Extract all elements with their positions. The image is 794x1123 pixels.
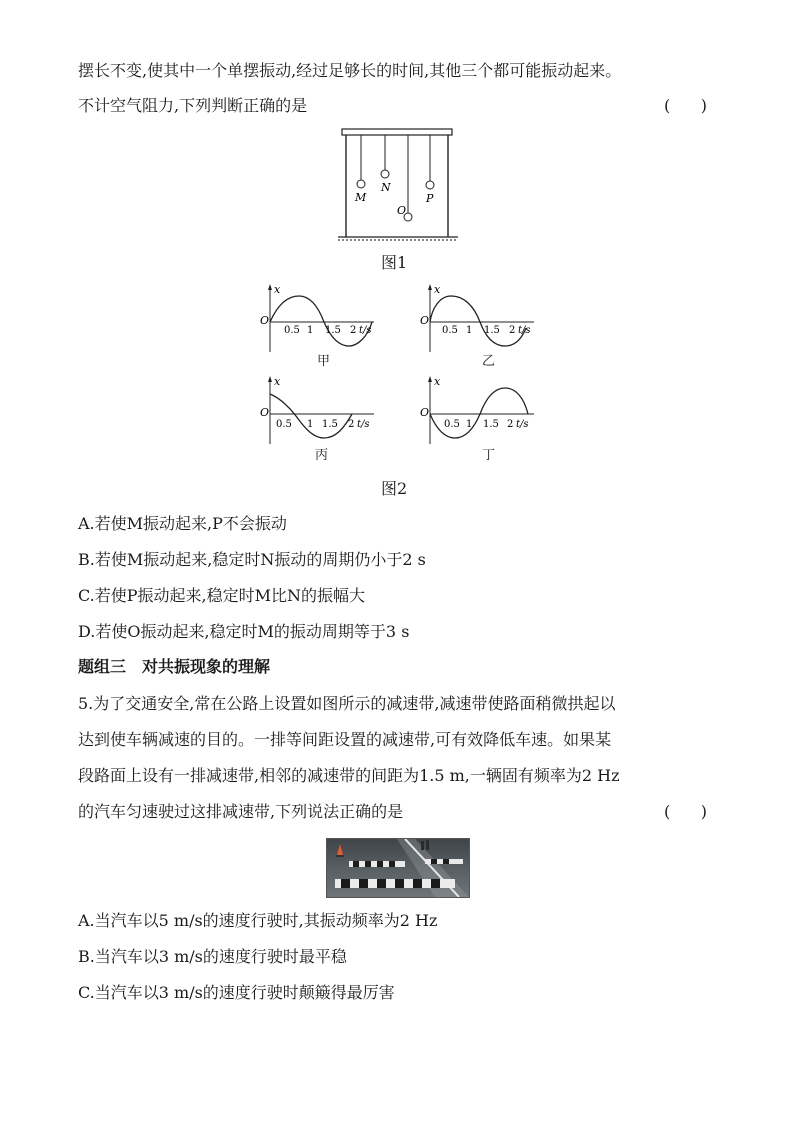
graph-jia-tick-3: 1.5	[325, 325, 341, 336]
graph-yi-name: 乙	[482, 354, 496, 369]
graph-yi-tick-3: 1.5	[484, 325, 500, 336]
graph-bing-tick-4: 2	[348, 419, 355, 430]
graph-bing-tick-1: 0.5	[276, 419, 292, 430]
q4-stem-line-1: 摆长不变,使其中一个单摆振动,经过足够长的时间,其他三个都可能振动起来。	[78, 61, 622, 80]
q5-option-c: C.当汽车以3 m/s的速度行驶时颠簸得最厉害	[78, 983, 395, 1002]
speed-bump-drawing	[327, 839, 469, 897]
q5-stem-line-2: 达到使车辆减速的目的。一排等间距设置的减速带,可有效降低车速。如果某	[78, 730, 612, 749]
q5-stem-line-4: 的汽车匀速驶过这排减速带,下列说法正确的是	[78, 802, 404, 821]
q4-option-a: A.若使M振动起来,P不会振动	[78, 514, 287, 533]
q4-option-d: D.若使O振动起来,稳定时M的振动周期等于3 s	[78, 622, 410, 641]
graph-bing-name: 丙	[315, 448, 329, 463]
q5-option-a: A.当汽车以5 m/s的速度行驶时,其振动频率为2 Hz	[78, 911, 438, 930]
q5-answer-bracket: ( )	[664, 802, 707, 821]
q4-stem-line-2: 不计空气阻力,下列判断正确的是	[78, 96, 308, 115]
graph-yi-tick-4: 2	[509, 325, 516, 336]
figure1-caption: 图1	[381, 253, 408, 272]
graph-bing-tick-2: 1	[307, 419, 314, 430]
label-n: N	[381, 181, 391, 194]
q4-option-c: C.若使P振动起来,稳定时M比N的振幅大	[78, 586, 365, 605]
graph-jia-origin: O	[260, 314, 270, 327]
graph-bing-tick-3: 1.5	[322, 419, 338, 430]
graph-bing-axis-x: x	[274, 376, 281, 388]
graph-jia-axis-t: t/s	[359, 325, 372, 336]
graph-bing-axis-t: t/s	[357, 419, 370, 430]
graph-jia-axis-x: x	[274, 284, 281, 296]
speed-bump-photo	[326, 838, 470, 898]
graph-yi	[418, 284, 538, 354]
label-m: M	[355, 191, 367, 204]
graph-yi-origin: O	[420, 314, 430, 327]
graph-jia-tick-4: 2	[350, 325, 357, 336]
label-o: O	[397, 204, 407, 217]
graph-jia	[258, 284, 378, 354]
graph-ding-axis-x: x	[434, 376, 441, 388]
q4-option-b: B.若使M振动起来,稳定时N振动的周期仍小于2 s	[78, 550, 426, 569]
q5-option-b: B.当汽车以3 m/s的速度行驶时最平稳	[78, 947, 347, 966]
graph-jia-name: 甲	[317, 354, 331, 369]
figure1-pendulum-diagram	[336, 125, 466, 243]
graph-jia-tick-1: 0.5	[284, 325, 300, 336]
graph-ding-origin: O	[420, 406, 430, 419]
graph-ding-axis-t: t/s	[516, 419, 529, 430]
q5-stem-line-3: 段路面上设有一排减速带,相邻的减速带的间距为1.5 m,一辆固有频率为2 Hz	[78, 766, 620, 785]
graph-jia-tick-2: 1	[307, 325, 314, 336]
graph-ding-tick-2: 1	[466, 419, 473, 430]
graph-ding	[418, 376, 538, 446]
q5-stem-line-1: 5.为了交通安全,常在公路上设置如图所示的减速带,减速带使路面稍微拱起以	[78, 694, 616, 713]
graph-ding-tick-4: 2	[507, 419, 514, 430]
label-p: P	[426, 192, 434, 205]
graph-bing-origin: O	[260, 406, 270, 419]
q4-answer-bracket: ( )	[664, 96, 707, 115]
graph-ding-tick-3: 1.5	[483, 419, 499, 430]
graph-ding-name: 丁	[482, 448, 496, 463]
graph-yi-tick-2: 1	[466, 325, 473, 336]
graph-yi-axis-x: x	[434, 284, 441, 296]
graph-yi-tick-1: 0.5	[442, 325, 458, 336]
figure2-caption: 图2	[381, 479, 408, 498]
graph-ding-tick-1: 0.5	[444, 419, 460, 430]
graph-yi-axis-t: t/s	[518, 325, 531, 336]
section-heading: 题组三 对共振现象的理解	[78, 657, 271, 676]
graph-bing	[258, 376, 378, 446]
